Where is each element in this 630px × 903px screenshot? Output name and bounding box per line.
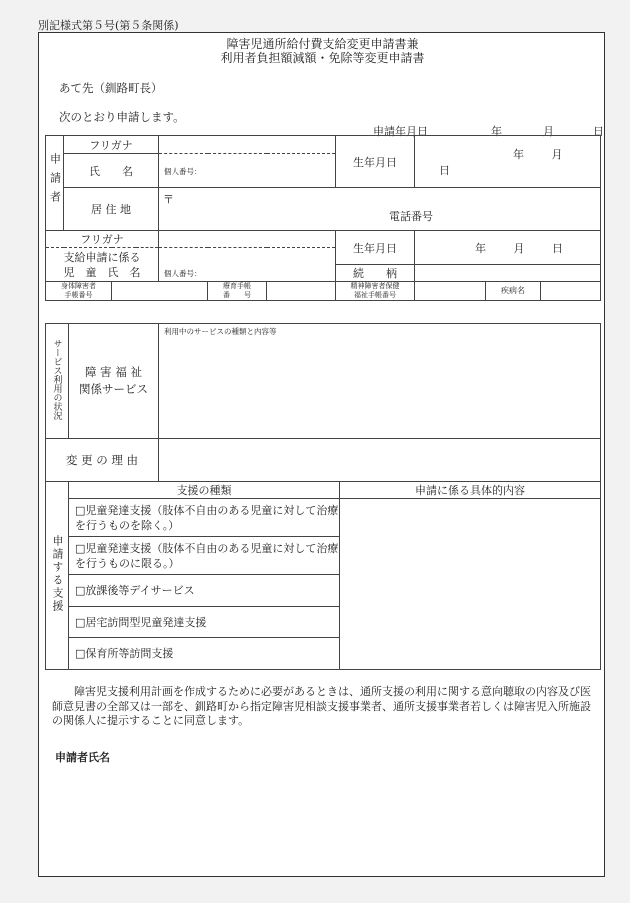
applicant-birth-month: 月 [551,147,563,161]
service-content-field[interactable] [159,324,601,439]
welfare-service-label [69,324,159,439]
applicant-section-label: 申請者 [46,136,64,231]
applicant-birthdate-label: 生年月日 [336,136,415,188]
support-table [45,481,601,670]
mental-handbook-label-line2: 福祉手帳番号 [354,291,397,299]
welfare-service-label-line2: 関係サービス [79,382,148,396]
applicant-birthdate-field[interactable] [415,136,601,188]
rehab-handbook-label-line1: 療育手帳 [223,282,252,290]
application-date-day: 日 [593,125,604,138]
applicant-birth-day: 日 [439,163,451,177]
child-name-label [46,248,159,282]
child-name-label-line1: 支給申請に係る [63,250,141,264]
service-table [45,323,601,482]
signature-label: 申請者氏名 [55,751,110,764]
postal-mark: 〒 [163,193,175,206]
application-date-label: 申請年月日 [373,125,428,138]
service-content-label: 利用中のサービスの種類と内容等 [164,327,277,336]
welfare-service-label-line1: 障 害 福 祉 [85,365,142,379]
support-option-4[interactable]: □居宅訪問型児童発達支援 [69,607,340,638]
support-content-header: 申請に係る具体的内容 [340,482,601,499]
child-birthdate-label: 生年月日 [336,231,415,265]
intro-text: 次のとおり申請します。 [59,110,185,124]
applicant-personal-number-label: 個人番号： [164,167,202,176]
change-reason-field[interactable] [159,439,601,482]
child-birth-year: 年 [475,241,487,255]
child-furigana-field[interactable] [159,231,336,248]
application-form [38,32,605,877]
application-date-month: 月 [543,125,554,138]
support-type-header: 支援の種類 [69,482,340,499]
relationship-label: 続 柄 [336,265,415,282]
applicant-table [45,135,601,301]
child-furigana-label: フリガナ [46,231,159,248]
support-content-field[interactable] [340,499,601,670]
disease-label: 疾病名 [486,282,541,300]
disease-cell[interactable] [486,282,601,301]
form-title-line2: 利用者負担額減額・免除等変更申請書 [220,51,425,65]
physical-handbook-label [46,282,112,301]
rehab-handbook-label [208,282,267,301]
application-date-year: 年 [491,125,502,138]
support-option-1[interactable]: □児童発達支援（肢体不自由のある児童に対して治療を行うものを除く。） [69,499,340,537]
rehab-handbook-label-line2: 番 号 [223,291,252,299]
physical-handbook-label-line2: 手帳番号 [64,291,93,299]
child-birth-day: 日 [552,241,564,255]
service-status-side-label: サービス利用の状況 [46,324,69,439]
applicant-address-field[interactable] [159,188,601,231]
physical-handbook-field[interactable] [112,282,208,301]
applicant-address-label: 居 住 地 [64,188,159,231]
applicant-name-field[interactable] [159,154,336,188]
mental-handbook-label [336,282,415,301]
child-name-label-line2: 児 童 氏 名 [63,265,141,279]
consent-text: 障害児支援利用計画を作成するために必要があるときは、通所支援の利用に関する意向聴取の内容及び医師意見書の全部又は一部を、釧路町から指定障害児相談支援事業者、通所支援事業者若しくは障害児入所施設の関係人に提示することに同意します。 [52,685,591,727]
applicant-furigana-label: フリガナ [64,136,159,154]
support-option-2[interactable]: □児童発達支援（肢体不自由のある児童に対して治療を行うものに限る。） [69,537,340,575]
child-personal-number-label: 個人番号： [164,269,202,278]
relationship-field[interactable] [415,265,601,282]
child-birthdate-field[interactable] [415,231,601,265]
addressee: あて先（釧路町長） [59,81,163,95]
applicant-birth-year: 年 [513,147,525,161]
support-option-5[interactable]: □保育所等訪問支援 [69,638,340,670]
applicant-furigana-field[interactable] [159,136,336,154]
applicant-name-label: 氏 名 [64,154,159,188]
support-option-3[interactable]: □放課後等デイサービス [69,575,340,607]
form-number-label: 別記様式第５号(第５条関係) [38,19,179,32]
support-side-label: 申請する支援 [46,482,69,670]
change-reason-label: 変 更 の 理 由 [46,439,159,482]
mental-handbook-field[interactable] [415,282,486,301]
rehab-handbook-field[interactable] [267,282,336,301]
applicant-phone-label: 電話番号 [389,210,434,223]
form-title-line1: 障害児通所給付費支給変更申請書兼 [226,37,419,51]
physical-handbook-label-line1: 身体障害者 [61,282,96,290]
mental-handbook-label-line1: 精神障害者保健 [350,282,400,290]
child-name-field[interactable] [159,248,336,282]
child-birth-month: 月 [513,241,525,255]
